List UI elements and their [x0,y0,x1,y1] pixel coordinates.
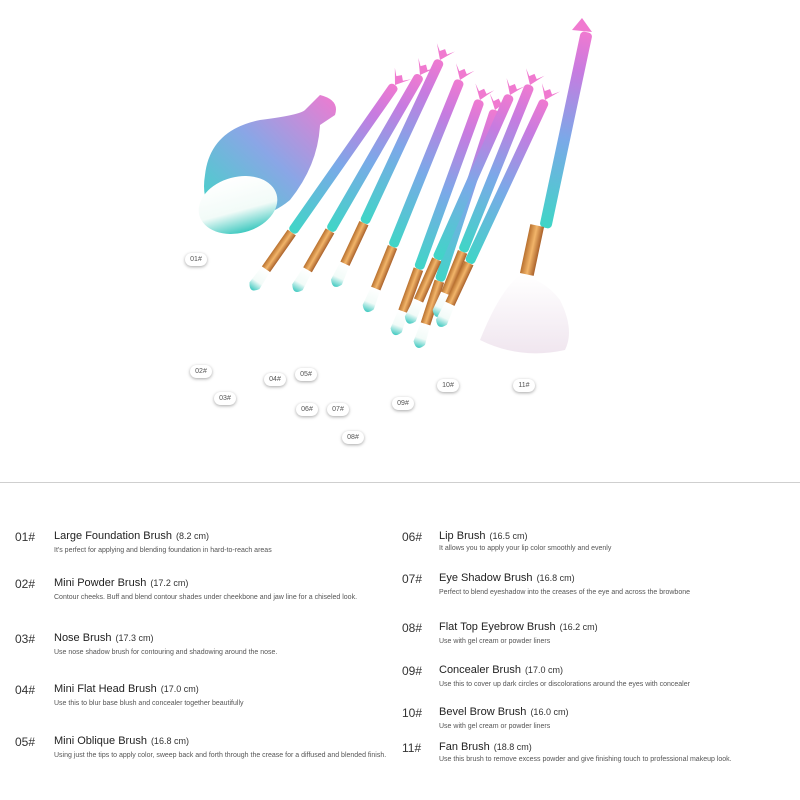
label-tag: 08# [342,431,364,444]
brush-size: (17.2 cm) [150,578,189,588]
brush-number: 04# [15,683,36,697]
label-tag: 01# [185,253,207,266]
brush-number: 02# [15,577,36,591]
brush-number: 03# [15,632,36,646]
brush-description: It allows you to apply your lip color smoothly and evenly [439,545,612,552]
label-tag: 02# [190,365,212,378]
brush-description: Use nose shadow brush for contouring and shadowing around the nose. [54,649,278,656]
label-tag: 06# [296,403,318,416]
brush-size: (16.8 cm) [150,736,189,746]
brush-number: 11# [402,741,422,755]
brush-name: Nose Brush (17.3 cm) [54,632,154,644]
label-tag: 09# [392,397,414,410]
brush-name: Bevel Brow Brush (16.0 cm) [439,706,569,718]
label-tag: 04# [264,373,286,386]
brush-description: It's perfect for applying and blending foundation in hard-to-reach areas [54,547,272,554]
label-tag: 07# [327,403,349,416]
brush-number: 10# [402,706,423,720]
brush-size: (17.0 cm) [160,684,199,694]
label-tag: 11# [513,379,535,392]
brush-number: 01# [15,530,36,544]
label-tag: 03# [214,392,236,405]
brush-size: (18.8 cm) [493,742,532,752]
foundation-brush-image [192,95,336,242]
brush-number: 08# [402,621,423,635]
brush-number: 06# [402,530,423,544]
brush-description: Use with gel cream or powder liners [439,723,551,730]
brush-name: Eye Shadow Brush (16.8 cm) [439,572,575,584]
brush-size: (8.2 cm) [176,531,210,541]
brush-name: Mini Powder Brush (17.2 cm) [54,577,189,589]
brush-description: Use this to cover up dark circles or discolorations around the eyes with concealer [439,681,690,688]
brush-size: (17.0 cm) [524,665,563,675]
brush-name: Mini Oblique Brush (16.8 cm) [54,735,189,747]
brush-size: (16.5 cm) [489,531,528,541]
brush-description: Use this brush to remove excess powder and give finishing touch to professional makeup look. [439,756,732,763]
label-tag: 05# [295,368,317,381]
brush-size: (17.3 cm) [115,633,154,643]
brush-description: Using just the tips to apply color, sweep back and forth through the crease for a diffused and blended finish. [54,752,387,759]
brush-name: Concealer Brush (17.0 cm) [439,664,563,676]
brush-number: 05# [15,735,36,749]
brush-description: Use with gel cream or powder liners [439,638,551,645]
brush-name: Mini Flat Head Brush (17.0 cm) [54,683,199,695]
brush-description: Perfect to blend eyeshadow into the creases of the eye and across the browbone [439,589,690,596]
fan-brush-image [480,18,593,353]
brush-size: (16.0 cm) [530,707,569,717]
label-tag: 10# [437,379,459,392]
brush-description: Use this to blur base blush and concealer together beautifully [54,700,244,707]
brush-number: 09# [402,664,423,678]
brush-name: Lip Brush (16.5 cm) [439,530,528,542]
brush-size: (16.8 cm) [536,573,575,583]
section-divider [0,482,800,483]
brush-name: Large Foundation Brush (8.2 cm) [54,530,210,542]
brush-description: Contour cheeks. Buff and blend contour shades under cheekbone and jaw line for a chiseled look. [54,594,358,601]
brush-name: Flat Top Eyebrow Brush (16.2 cm) [439,621,598,633]
brush-size: (16.2 cm) [559,622,598,632]
brush-number: 07# [402,572,423,586]
brush-image [286,58,435,297]
brush-name: Fan Brush (18.8 cm) [439,741,532,753]
